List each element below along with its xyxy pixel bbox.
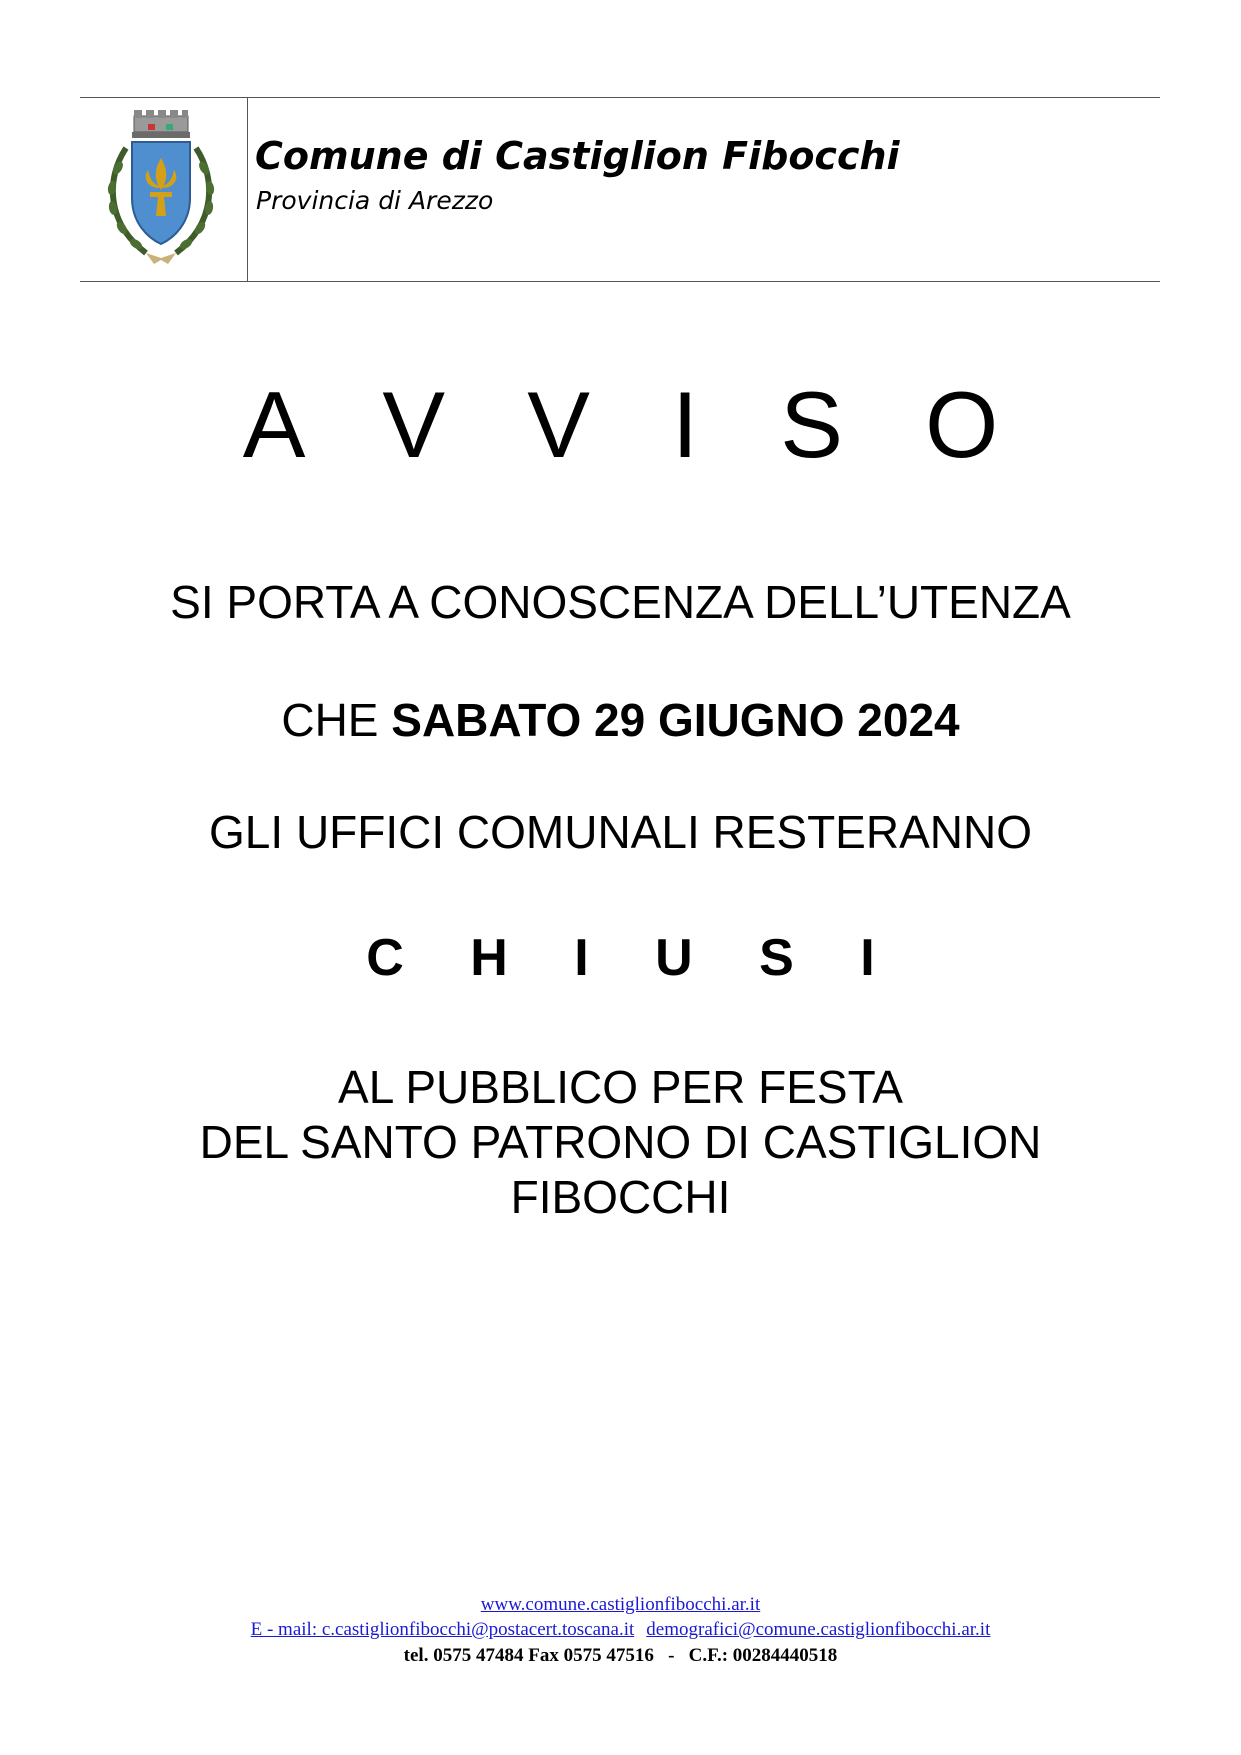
notice-date: SABATO 29 GIUGNO 2024 [391,694,960,746]
footer-contacts: tel. 0575 47484 Fax 0575 47516 - C.F.: 00284440518 [403,1645,838,1666]
notice-closed: C H I U S I [366,929,901,987]
notice-title: A V V I S O [242,372,1027,477]
notice-line-2-prefix: CHE [281,694,392,746]
footer-website-line [0,1594,1241,1616]
org-name: Comune di Castiglion Fibocchi [255,134,900,178]
header-divider [247,98,248,281]
notice-line-5: DEL SANTO PATRONO DI CASTIGLION [199,1116,1042,1168]
pec-email-link[interactable]: E - mail: c.castiglionfibocchi@postacert.toscana.it [250,1619,635,1640]
notice-line-1: SI PORTA A CONOSCENZA DELL’UTENZA [170,576,1071,628]
notice-line-6: FIBOCCHI [510,1171,731,1223]
municipal-crest-icon [96,108,226,268]
letterhead [80,97,1160,282]
notice-line-4: AL PUBBLICO PER FESTA [338,1061,903,1113]
notice-line-2 [0,693,1241,748]
demografici-email-link[interactable]: demografici@comune.castiglionfibocchi.ar.it [646,1619,991,1640]
footer-email-line [0,1619,1241,1641]
notice-line-3: GLI UFFICI COMUNALI RESTERANNO [209,806,1032,858]
website-link[interactable]: www.comune.castiglionfibocchi.ar.it [480,1594,761,1615]
org-province: Provincia di Arezzo [256,186,494,215]
